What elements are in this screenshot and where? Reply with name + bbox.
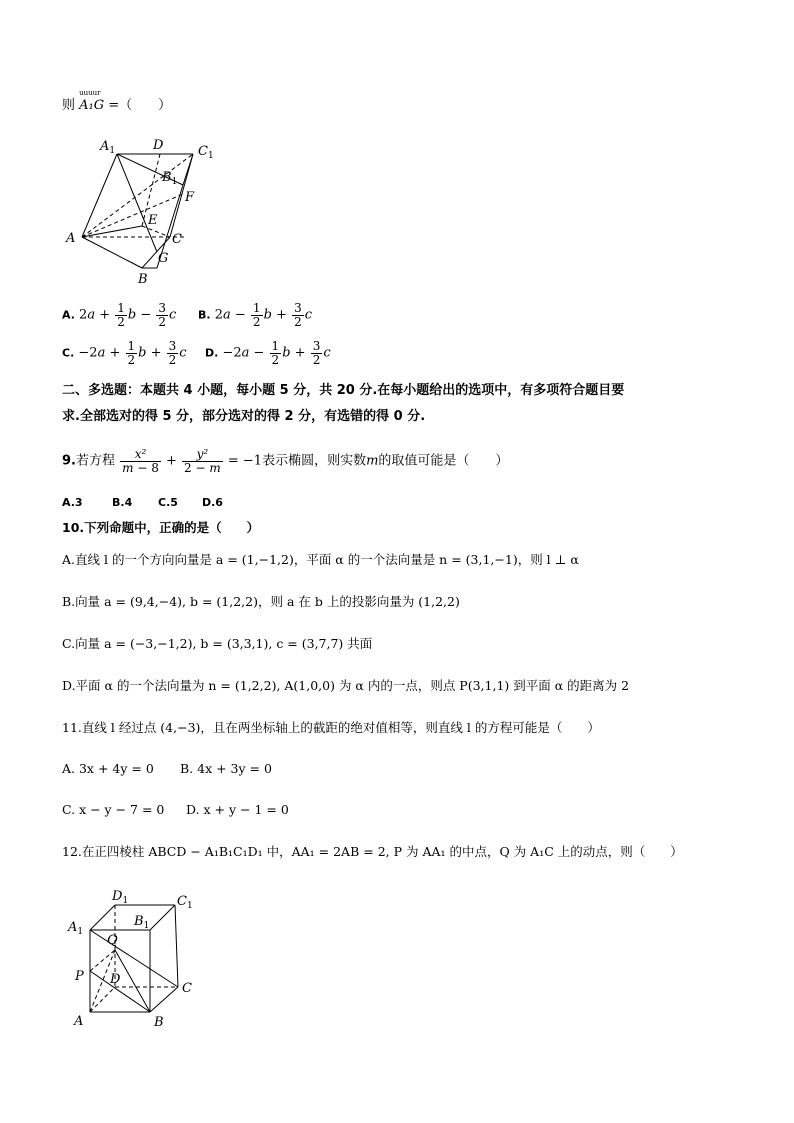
q8-option-a[interactable]: A. 2a + $\frac{1}{2}$ b − $\frac{3}{2}$ c xyxy=(62,301,177,329)
fig8-label-a: A xyxy=(66,231,76,246)
q8-stem-suffix: =（ ） xyxy=(104,98,172,113)
q11-stem: 11.直线 l 经过点 (4,−3)，且在两坐标轴上的截距的绝对值相等，则直线 l 的方程可能是（ ） xyxy=(62,720,600,735)
q9-text-b: 表示椭圆，则实数 xyxy=(262,453,367,469)
q8-stem-prefix: 则 xyxy=(62,98,80,113)
q9-option-a[interactable]: A.3 xyxy=(62,496,83,509)
q11-option-a[interactable]: A. 3x + 4y = 0 xyxy=(62,761,154,776)
q9-number: 9. xyxy=(62,453,76,469)
section2-line1: 二、多选题：本题共 4 小题，每小题 5 分，共 20 分.在每小题给出的选项中，有多项符合题目要 xyxy=(62,383,625,398)
q10-option-c[interactable]: C.向量 a = (−3,−1,2), b = (3,3,1), c = (3,7,7) 共面 xyxy=(62,636,373,651)
section2-line2: 求.全部选对的得 5 分，部分选对的得 2 分，有选错的得 0 分. xyxy=(62,409,426,424)
q10-option-b[interactable]: B.向量 a = (9,4,−4), b = (1,2,2)，则 a 在 b 上的投影向量为 (1,2,2) xyxy=(62,594,460,609)
fig8-label-b: B xyxy=(138,272,148,287)
q10-option-a[interactable]: A.直线 l 的一个方向向量是 a = (1,−1,2)，平面 α 的一个法向量是 n = (3,1,−1)，则 l ⊥ α xyxy=(62,552,579,567)
q9-var: m xyxy=(366,453,379,469)
fig12-label-b: B xyxy=(154,1015,164,1030)
q12-stem: 12.在正四棱柱 ABCD − A₁B₁C₁D₁ 中，AA₁ = 2AB = 2, P 为 AA₁ 的中点，Q 为 A₁C 上的动点，则（ ） xyxy=(62,844,683,859)
q9-option-b[interactable]: B.4 xyxy=(112,496,133,509)
fig8-label-a1: $A_1$ xyxy=(100,139,116,156)
q8-stem xyxy=(62,89,172,113)
fig12-label-c: C xyxy=(182,981,192,996)
q11-option-c[interactable]: C. x − y − 7 = 0 xyxy=(62,802,165,817)
q8-vector: uuuur A₁G xyxy=(79,89,105,113)
q10-option-d[interactable]: D.平面 α 的一个法向量为 n = (1,2,2), A(1,0,0) 为 α 内的一点，则点 P(3,1,1) 到平面 α 的距离为 2 xyxy=(62,678,630,693)
fig8-label-f: F xyxy=(185,190,195,205)
fig12-label-d: D xyxy=(110,972,121,987)
fig8-label-c: C xyxy=(172,232,182,247)
q8-prism-figure xyxy=(60,132,230,292)
fig8-label-d: D xyxy=(153,138,164,153)
q9-option-c[interactable]: C.5 xyxy=(158,496,178,509)
fig12-label-c1: $C_1$ xyxy=(177,894,193,911)
q8-option-b[interactable]: B. 2a − $\frac{1}{2}$ b + $\frac{3}{2}$ c xyxy=(198,301,312,329)
q10-stem: 10.下列命题中，正确的是（ ） xyxy=(62,520,260,535)
fig12-label-p: P xyxy=(75,969,84,984)
q9-option-d[interactable]: D.6 xyxy=(202,496,223,509)
q11-option-b[interactable]: B. 4x + 3y = 0 xyxy=(180,761,272,776)
fig8-label-c1: $C_1$ xyxy=(198,144,214,161)
q9-stem: 9.若方程 $\frac{\text{x²}}{m - 8}$ + $\frac{\text{y²}}{2 - m}$ = −1表示椭圆，则实数m的取值可能是（ ） xyxy=(62,447,509,475)
fig8-label-e: E xyxy=(148,213,158,228)
q9-text-c: 的取值可能是（ ） xyxy=(378,453,509,469)
q8-option-c[interactable]: C. −2a + $\frac{1}{2}$ b + $\frac{3}{2}$ c xyxy=(62,339,187,367)
fig8-label-b1: $B_1$ xyxy=(162,170,178,187)
fig12-label-q: Q xyxy=(107,933,118,948)
fig12-label-d1: $D_1$ xyxy=(112,889,129,906)
fig12-label-b1: $B_1$ xyxy=(134,914,150,931)
fig8-label-g: G xyxy=(158,251,169,266)
q11-option-d[interactable]: D. x + y − 1 = 0 xyxy=(186,802,289,817)
fig12-label-a: A xyxy=(74,1014,84,1029)
q9-text-a: 若方程 xyxy=(75,453,115,469)
q12-prism-figure xyxy=(66,880,216,1030)
q8-option-d[interactable]: D. −2a − $\frac{1}{2}$ b + $\frac{3}{2}$ c xyxy=(205,339,331,367)
fig12-label-a1: $A_1$ xyxy=(68,920,84,937)
